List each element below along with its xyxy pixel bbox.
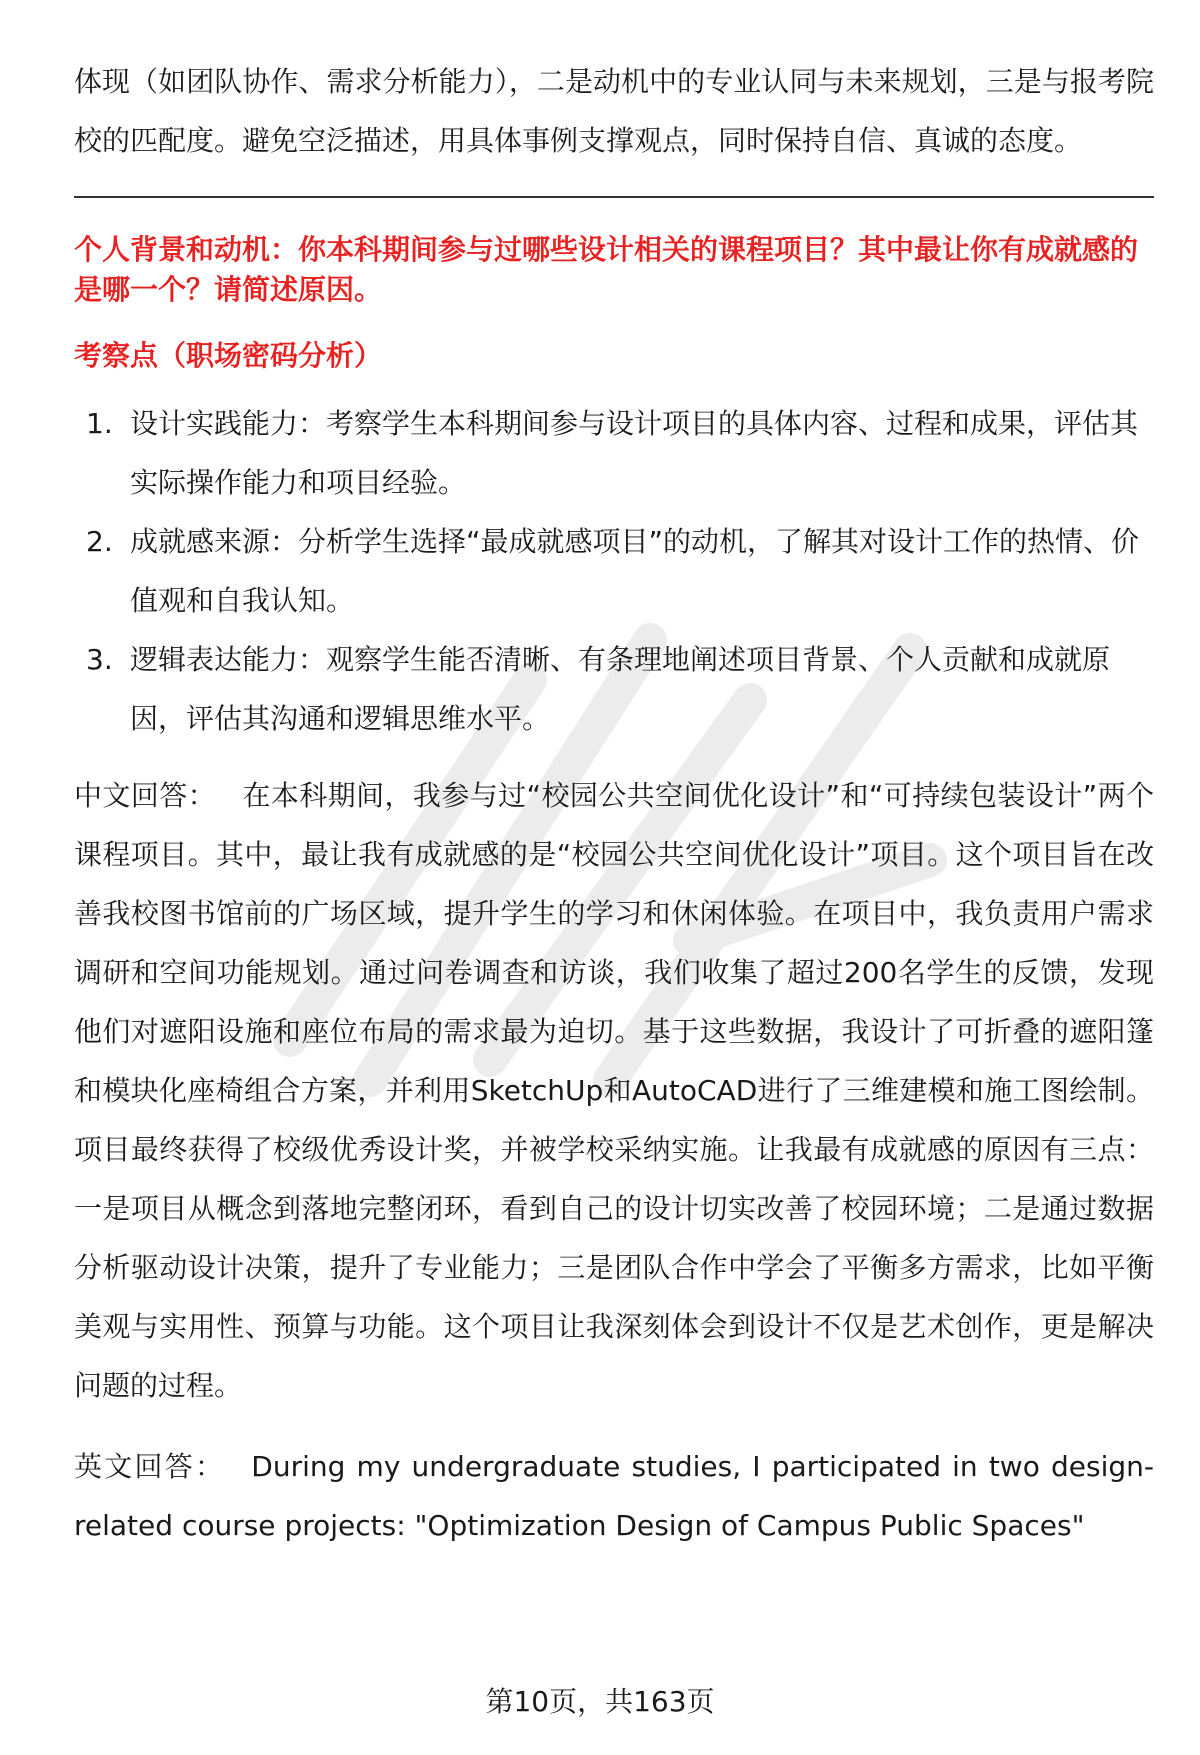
list-item [74,512,1154,630]
chinese-answer [74,766,1154,1415]
list-item-text: 成就感来源：分析学生选择“最成就感项目”的动机，了解其对设计工作的热情、价值观和自我认知。 [130,525,1140,617]
list-item [74,630,1154,748]
section-title: 考察点（职场密码分析） [74,339,383,372]
english-answer-text: During my undergraduate studies, I participated in two design-related course projects: "Optimization Design of Campus Public Spaces" [74,1450,1154,1542]
list-item-number: 1. [86,407,113,440]
chinese-answer-text: 在本科期间，我参与过“校园公共空间优化设计”和“可持续包装设计”两个课程项目。其中，最让我有成就感的是“校园公共空间优化设计”项目。这个项目旨在改善我校图书馆前的广场区域，提升学生的学习和休闲体验。在项目中，我负责用户需求调研和空间功能规划。通过问卷调查和访谈，我们收集了超过200名学生的反馈，发现他们对遮阳设施和座位布局的需求最为迫切。基于这些数据，我设计了可折叠的遮阳篷和模块化座椅组合方案，并利用SketchUp和AutoCAD进行了三维建模和施工图绘制。项目最终获得了校级优秀设计奖，并被学校采纳实施。让我最有成就感的原因有三点：一是项目从概念到落地完整闭环，看到自己的设计切实改善了校园环境；二是通过数据分析驱动设计决策，提升了专业能力；三是团队合作中学会了平衡多方需求，比如平衡美观与实用性、预算与功能。这个项目让我深刻体会到设计不仅是艺术创作，更是解决问题的过程。 [74,779,1154,1402]
document-page [74,52,1154,1555]
chinese-answer-label: 中文回答： [74,779,217,812]
list-item-number: 2. [86,525,113,558]
page-footer: 第10页，共163页 [485,1685,715,1718]
list-item-number: 3. [86,643,113,676]
list-item [74,394,1154,512]
english-answer-label: 英文回答： [74,1450,226,1483]
list-item-text: 逻辑表达能力：观察学生能否清晰、有条理地阐述项目背景、个人贡献和成就原因，评估其沟通和逻辑思维水平。 [130,643,1111,735]
list-item-text: 设计实践能力：考察学生本科期间参与设计项目的具体内容、过程和成果，评估其实际操作能力和项目经验。 [130,407,1139,499]
intro-paragraph: 体现（如团队协作、需求分析能力），二是动机中的专业认同与未来规划，三是与报考院校的匹配度。避免空泛描述，用具体事例支撑观点，同时保持自信、真诚的态度。 [74,65,1154,157]
assessment-points-list [74,394,1154,748]
question-heading: 个人背景和动机：你本科期间参与过哪些设计相关的课程项目？其中最让你有成就感的是哪一个？请简述原因。 [74,233,1139,306]
section-divider [74,196,1154,198]
english-answer [74,1437,1154,1555]
